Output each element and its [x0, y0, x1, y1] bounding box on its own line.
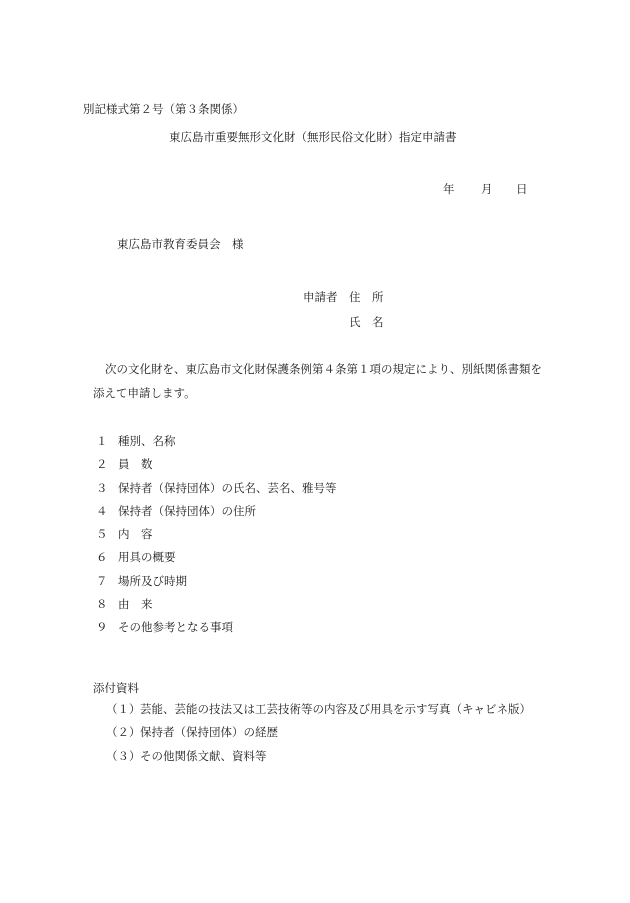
- date-day-label: 日: [516, 182, 528, 196]
- list-item: [96, 599, 337, 622]
- attachment-item: [106, 704, 531, 727]
- item-text: 種別、名称: [118, 434, 176, 448]
- attachment-item: [106, 748, 531, 774]
- attachment-text: 保持者（保持団体）の経歴: [140, 725, 278, 740]
- list-item: [96, 622, 337, 645]
- document-title: 東広島市重要無形文化財（無形民俗文化財）指定申請書: [169, 130, 457, 144]
- list-item: [96, 529, 337, 552]
- name-label: 氏 名: [349, 315, 384, 329]
- item-number: ２: [96, 457, 108, 472]
- list-item: [96, 459, 337, 482]
- item-number: ５: [96, 527, 108, 542]
- item-number: ６: [96, 550, 108, 565]
- item-number: ９: [96, 620, 108, 635]
- item-text: 用具の概要: [118, 550, 176, 565]
- item-text: 由 来: [118, 597, 153, 612]
- list-item: [96, 480, 337, 506]
- attachments-heading: 添付資料: [93, 681, 139, 695]
- address-label: 住 所: [349, 290, 384, 304]
- item-text: 内 容: [118, 527, 153, 542]
- item-number: １: [96, 434, 108, 448]
- applicant-label: 申請者: [303, 290, 338, 304]
- item-number: ７: [96, 573, 108, 588]
- body-paragraph: 次の文化財を、東広島市文化財保護条例第４条第１項の規定により、別紙関係書類を添えて申請します。: [93, 362, 542, 400]
- item-number: ３: [96, 480, 108, 495]
- item-text: 保持者（保持団体）の住所: [118, 503, 256, 518]
- attachment-number: （２）: [106, 725, 141, 740]
- form-number: 別記様式第２号（第３条関係）: [83, 102, 244, 116]
- item-number: ８: [96, 597, 108, 612]
- attachment-text: その他関係文献、資料等: [140, 748, 267, 763]
- list-item: [96, 436, 337, 459]
- date-year-label: 年: [443, 182, 455, 196]
- item-number: ４: [96, 503, 108, 518]
- item-list: [96, 436, 337, 646]
- attachment-list: [106, 704, 531, 774]
- attachment-text: 芸能、芸能の技法又は工芸技術等の内容及び用具を示す写真（キャビネ版）: [140, 702, 531, 716]
- item-text: 保持者（保持団体）の氏名、芸名、雅号等: [118, 480, 337, 495]
- list-item: [96, 503, 337, 529]
- attachment-number: （１）: [106, 702, 141, 716]
- date-month-label: 月: [481, 182, 493, 196]
- addressee: 東広島市教育委員会 様: [117, 237, 244, 251]
- attachment-number: （３）: [106, 748, 141, 763]
- list-item: [96, 573, 337, 599]
- list-item: [96, 552, 337, 575]
- item-text: その他参考となる事項: [118, 620, 233, 635]
- item-text: 場所及び時期: [118, 573, 187, 588]
- attachment-item: [106, 727, 531, 750]
- item-text: 員 数: [118, 457, 153, 472]
